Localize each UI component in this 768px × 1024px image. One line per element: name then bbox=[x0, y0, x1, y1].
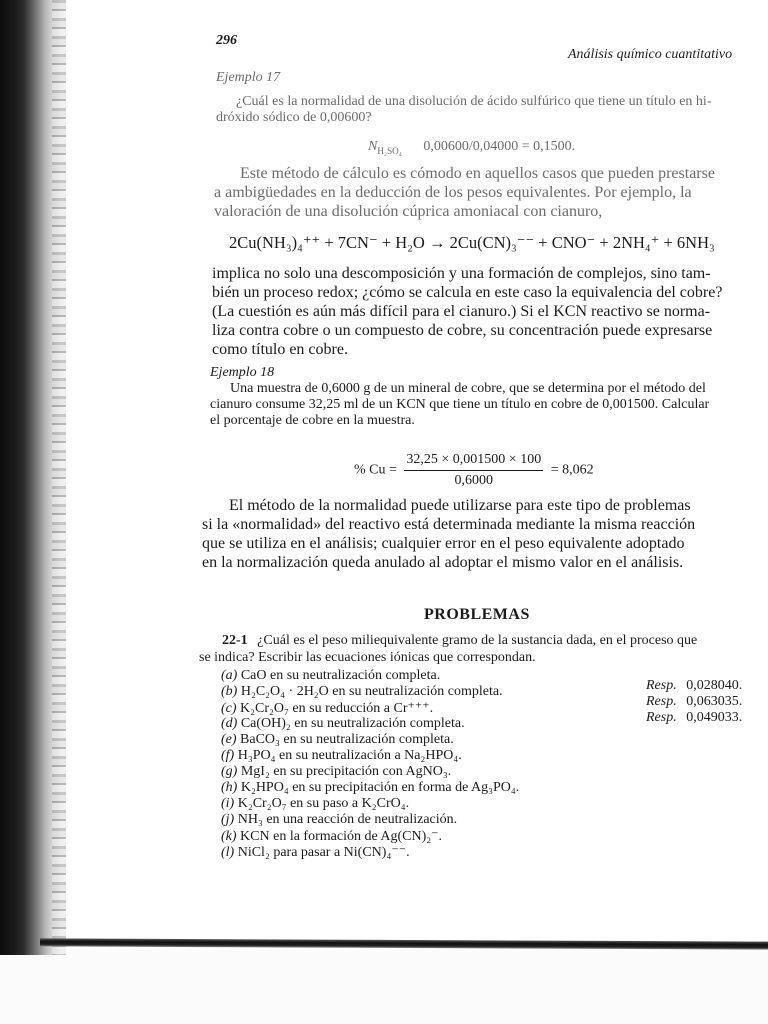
answer-b bbox=[646, 694, 742, 710]
item-letter: (f) bbox=[221, 748, 235, 763]
para2-line5: como título en cobre. bbox=[212, 341, 348, 358]
item-text: H₃PO₄ en su neutralización a Na₂HPO₄. bbox=[237, 748, 462, 763]
para3-line4: en la normalización queda anulado al adoptar el mismo valor en el análisis. bbox=[202, 554, 684, 571]
formula-fraction bbox=[404, 452, 543, 489]
problem-item-c bbox=[221, 700, 433, 717]
para2-line4: liza contra cobre o un compuesto de cobre, su concentración puede expresarse bbox=[212, 322, 713, 339]
running-title: Análisis químico cuantitativo bbox=[568, 47, 733, 62]
problem-item-a bbox=[221, 668, 440, 684]
item-letter: (a) bbox=[221, 668, 238, 683]
para1-line1: Este método de cálculo es cómodo en aquellos casos que pueden prestarse bbox=[240, 165, 715, 182]
answer-label: Resp. bbox=[646, 678, 677, 693]
para1-line2: a ambigüedades en la deducción de los pesos equivalentes. Por ejemplo, la bbox=[214, 184, 692, 201]
item-letter: (i) bbox=[221, 796, 235, 811]
item-text: NiCl₂ para pasar a Ni(CN)₄⁻⁻. bbox=[237, 845, 410, 860]
problems-heading: PROBLEMAS bbox=[424, 606, 530, 623]
para3-line3: que se utiliza en el análisis; cualquier error en el peso equivalente adoptado bbox=[202, 535, 685, 552]
item-text: K₂Cr₂O₇ en su reducción a Cr⁺⁺⁺. bbox=[240, 701, 434, 716]
item-text: KCN en la formación de Ag(CN)₂⁻. bbox=[240, 829, 443, 844]
formula-result: = 8,062 bbox=[550, 462, 594, 478]
answer-value: 0,063035. bbox=[686, 694, 743, 709]
problem-item-l bbox=[221, 844, 410, 861]
example-18-line3: el porcentaje de cobre en la muestra. bbox=[210, 413, 415, 428]
copper-percent-formula bbox=[354, 452, 594, 489]
problem-22-1-intro bbox=[222, 633, 697, 649]
item-letter: (j) bbox=[221, 812, 235, 827]
item-letter: (d) bbox=[221, 716, 238, 731]
answer-value: 0,049033. bbox=[686, 710, 743, 725]
redox-equation: 2Cu(NH₃)₄⁺⁺ + 7CN⁻ + H₂O → 2Cu(CN)₃⁻⁻ + CNO⁻ + 2NH₄⁺ + 6NH₃ bbox=[229, 233, 715, 252]
item-letter: (k) bbox=[221, 829, 237, 844]
answer-label: Resp. bbox=[646, 694, 677, 709]
item-text: CaO en su neutralización completa. bbox=[240, 668, 441, 683]
para2-line3: (La cuestión es aún más difícil para el cianuro.) Si el KCN reactivo se norma- bbox=[212, 303, 711, 320]
problem-number: 22-1 bbox=[222, 633, 248, 648]
item-letter: (h) bbox=[221, 780, 238, 795]
para3-line1: El método de la normalidad puede utilizarse para este tipo de problemas bbox=[229, 497, 691, 514]
answer-value: 0,028040. bbox=[686, 678, 743, 693]
formula-lhs: % Cu = bbox=[354, 462, 397, 478]
answer-label: Resp. bbox=[646, 710, 677, 725]
formula-denominator: 0,6000 bbox=[454, 473, 494, 488]
problem-intro-line2: se indica? Escribir las ecuaciones iónicas que correspondan. bbox=[199, 650, 536, 665]
example-18-label: Ejemplo 18 bbox=[210, 365, 275, 380]
item-text: BaCO₃ en su neutralización completa. bbox=[240, 732, 454, 747]
background-below-page bbox=[0, 950, 768, 1024]
example-18-line2: cianuro consume 32,25 ml de un KCN que tiene un título en cobre de 0,001500. Calcular bbox=[210, 397, 710, 412]
item-letter: (g) bbox=[221, 764, 238, 779]
item-text: K₂HPO₄ en su precipitación en forma de Ag₃PO₄. bbox=[240, 780, 520, 795]
book-binding-edge bbox=[52, 0, 66, 955]
para3-line2: si la «normalidad» del reactivo está determinada mediante la misma reacción bbox=[202, 516, 696, 533]
normality-value: 0,00600/0,04000 = 0,1500. bbox=[423, 139, 576, 154]
item-letter: (l) bbox=[221, 845, 235, 860]
problem-item-f bbox=[221, 748, 462, 764]
problem-item-k bbox=[221, 828, 442, 845]
answer-a bbox=[646, 678, 742, 694]
item-text: H₂C₂O₄ · 2H₂O en su neutralización completa. bbox=[240, 684, 503, 699]
normality-subscript: H₂SO₄ bbox=[377, 145, 402, 156]
item-text: NH₃ en una reacción de neutralización. bbox=[237, 812, 458, 827]
problem-item-d bbox=[221, 716, 465, 732]
item-text: MgI₂ en su precipitación con AgNO₃. bbox=[240, 764, 452, 779]
page-number: 296 bbox=[216, 33, 237, 48]
problem-item-i bbox=[221, 796, 409, 812]
problem-item-h bbox=[221, 780, 519, 796]
example-17-formula bbox=[368, 139, 575, 155]
item-letter: (c) bbox=[221, 701, 237, 716]
answer-c bbox=[646, 710, 742, 726]
item-text: K₂Cr₂O₇ en su paso a K₂CrO₄. bbox=[237, 796, 410, 811]
normality-symbol: N bbox=[368, 139, 378, 154]
item-letter: (e) bbox=[221, 732, 237, 747]
para2-line2: bién un proceso redox; ¿cómo se calcula en este caso la equivalencia del cobre? bbox=[212, 284, 723, 301]
example-17-label: Ejemplo 17 bbox=[216, 70, 281, 85]
example-17-question-line2: dróxido sódico de 0,00600? bbox=[216, 110, 372, 125]
item-letter: (b) bbox=[221, 684, 238, 699]
problem-intro-line1: ¿Cuál es el peso miliequivalente gramo de la sustancia dada, en el proceso que bbox=[257, 633, 698, 648]
para2-line1: implica no solo una descomposición y una formación de complejos, sino tam- bbox=[212, 265, 711, 282]
problem-item-g bbox=[221, 764, 451, 780]
para1-line3: valoración de una disolución cúprica amoniacal con cianuro, bbox=[214, 203, 603, 220]
example-18-line1: Una muestra de 0,6000 g de un mineral de cobre, que se determina por el método del bbox=[230, 381, 706, 396]
example-17-question-line1: ¿Cuál es la normalidad de una disolución de ácido sulfúrico que tiene un título en hi- bbox=[236, 94, 712, 109]
problem-item-b bbox=[221, 684, 503, 700]
page-bottom-edge bbox=[40, 938, 768, 949]
problem-item-j bbox=[221, 812, 457, 828]
formula-numerator: 32,25 × 0,001500 × 100 bbox=[404, 452, 543, 471]
item-text: Ca(OH)₂ en su neutralización completa. bbox=[240, 716, 465, 731]
problem-item-e bbox=[221, 732, 454, 748]
